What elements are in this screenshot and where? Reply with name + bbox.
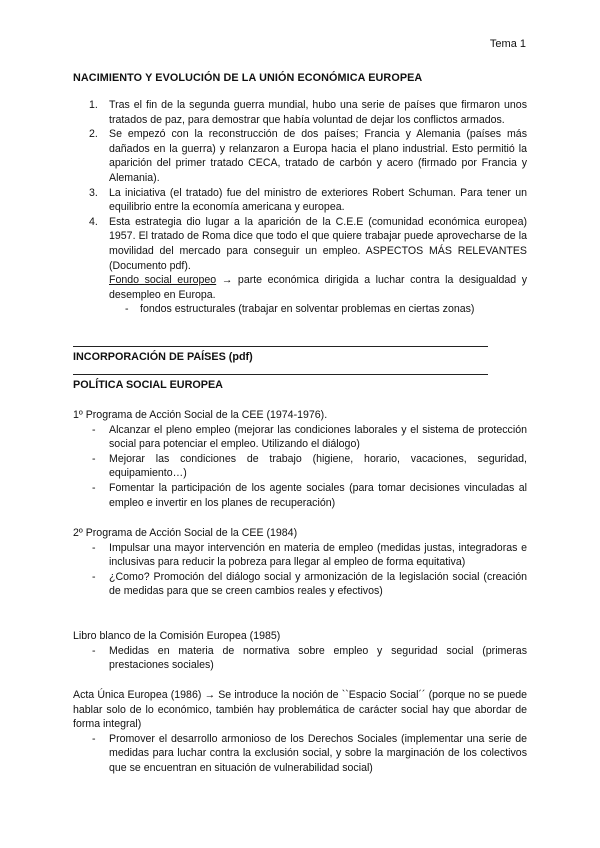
item-text: Promover el desarrollo armonioso de los Derechos Sociales (implementar una serie de medidas para luchar contra la exclusión social, y sobre la marginación de los colectivos que se encuentran en situación de vulnerabilidad social) (109, 732, 527, 774)
item-text: Alcanzar el pleno empleo (mejorar las condiciones laborales y el sistema de protección social para potenciar el empleo. Utilizando el diálogo) (109, 423, 527, 451)
intro-numbered-list (89, 98, 527, 317)
item-text: Fomentar la participación de los agente sociales (para tomar decisiones vinculadas al empleo e invertir en los planes de recuperación) (109, 481, 527, 509)
item-text: ¿Como? Promoción del diálogo social y armonización de la legislación social (creación de medidas para que se creen cambios reales y efectivos) (109, 570, 527, 598)
divider (73, 374, 488, 375)
fondo-social-text: → parte económica dirigida a luchar contra la desigualdad y desempleo en Europa. (109, 274, 527, 301)
list-item (89, 98, 527, 127)
fondo-social-label: Fondo social europeo (109, 274, 217, 287)
list-item (73, 732, 527, 776)
sub-item-text: fondos estructurales (trabajar en solventar problemas en ciertas zonas) (140, 303, 475, 316)
item-text: Tras el fin de la segunda guerra mundial, hubo una serie de países que firmaron unos tratados de paz, para demostrar que había voluntad de dejar los conflictos armados. (109, 99, 527, 126)
dash-bullet: - (92, 423, 96, 436)
document-title: NACIMIENTO Y EVOLUCIÓN DE LA UNIÓN ECONÓMICA EUROPEA (73, 72, 423, 84)
item-number: 1. (89, 99, 98, 111)
list-item (73, 481, 527, 510)
dash-bullet: - (92, 541, 96, 554)
dash-bullet: - (92, 570, 96, 583)
list-item (89, 215, 527, 273)
item-number: 4. (89, 215, 98, 228)
list-item (73, 541, 527, 570)
programa-2-heading: 2º Programa de Acción Social de la CEE (1984) (73, 527, 298, 539)
libro-blanco-heading: Libro blanco de la Comisión Europea (1985) (73, 630, 281, 642)
acta-unica-heading: Acta Única Europea (1986) → Se introduce la noción de ``Espacio Social´´ (porque no se puede hablar solo de lo económico, también hay problemática de carácter social hay que abordar de forma integral) (73, 689, 527, 731)
programa-1-heading: 1º Programa de Acción Social de la CEE (1974-1976). (73, 409, 328, 421)
dash-bullet: - (92, 644, 96, 657)
libro-blanco-block (73, 629, 527, 673)
fondo-social-paragraph (89, 273, 527, 302)
item-text: Se empezó con la reconstrucción de dos países; Francia y Alemania (países más dañados en la guerra) y relanzaron a Europa hacia el plano industrial. Esto permitió la aparición del primer tratado CECA, tratado de carbón y acero (firmado por Francia y Alemania). (109, 128, 527, 184)
divider (73, 346, 488, 347)
list-item (89, 186, 527, 215)
item-text: Esta estrategia dio lugar a la aparición de la C.E.E (comunidad económica europea) 1957. El tratado de Roma dice que todo el que quiere trabajar puede aprovecharse de la movilidad del mercado para conseguir un empleo. ASPECTOS MÁS RELEVANTES (Documento pdf). (109, 215, 527, 272)
list-item (89, 127, 527, 185)
list-item (73, 423, 527, 452)
item-text: Medidas en materia de normativa sobre empleo y seguridad social (primeras prestaciones sociales) (109, 644, 527, 672)
section-heading-incorporacion: INCORPORACIÓN DE PAÍSES (pdf) (73, 351, 253, 363)
item-number: 3. (89, 186, 98, 199)
page-header: Tema 1 (489, 38, 526, 50)
item-text: Impulsar una mayor intervención en materia de empleo (medidas justas, integradoras e inclusivas para reducir la pobreza para llegar al empleo de forma equitativa) (109, 541, 527, 569)
item-number: 2. (89, 128, 98, 141)
programa-2-block (73, 526, 527, 599)
programa-1-block (73, 408, 527, 510)
list-item (73, 644, 527, 673)
list-item (73, 452, 527, 481)
dash-bullet: - (125, 303, 129, 316)
item-text: Mejorar las condiciones de trabajo (higiene, horario, vacaciones, seguridad, equipamiento…) (109, 452, 527, 480)
list-item (73, 570, 527, 599)
item-text: La iniciativa (el tratado) fue del ministro de exteriores Robert Schuman. Para tener un equilibrio entre la economía americana y europea. (109, 186, 527, 214)
section-heading-politica: POLÍTICA SOCIAL EUROPEA (73, 379, 223, 391)
acta-unica-block (73, 688, 527, 776)
dash-bullet: - (92, 481, 96, 494)
dash-bullet: - (92, 732, 96, 745)
fondo-sub-item (89, 302, 527, 317)
dash-bullet: - (92, 452, 96, 465)
